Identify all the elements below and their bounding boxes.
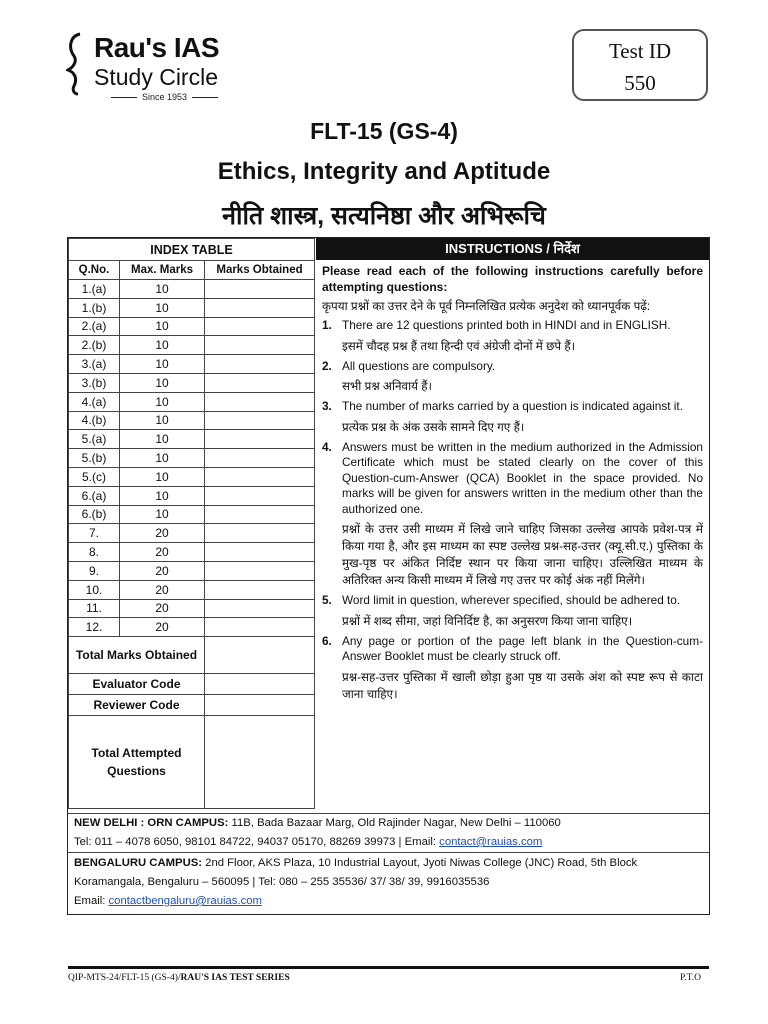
footer-series: RAU'S IAS TEST SERIES [180, 973, 290, 983]
instruction-number: 1. [322, 318, 332, 332]
qno-cell: 3.(a) [69, 355, 120, 374]
marks-obtained-cell[interactable] [205, 467, 315, 486]
instruction-english: Any page or portion of the page left blank in the Question-cum-Answer Booklet must be clearly struck off. [342, 633, 703, 663]
instructions-lead-english: Please read each of the following instructions carefully before attempting questions: [322, 264, 703, 294]
delhi-campus-label: NEW DELHI : ORN CAMPUS: [74, 817, 229, 829]
max-marks-cell: 20 [120, 618, 205, 637]
table-row [69, 411, 315, 430]
instruction-item [316, 318, 709, 355]
qno-cell: 3.(b) [69, 373, 120, 392]
bengaluru-contact-line: Koramangala, Bengaluru – 560095 | Tel: 080 – 255 35536/ 37/ 38/ 39, 9916035536 [74, 876, 490, 888]
column-header: Max. Marks [120, 261, 205, 280]
total-marks-cell[interactable] [205, 637, 315, 674]
table-row [69, 618, 315, 637]
max-marks-cell: 10 [120, 430, 205, 449]
delhi-campus-address [68, 813, 709, 853]
qno-cell: 5.(c) [69, 467, 120, 486]
marks-obtained-cell[interactable] [205, 524, 315, 543]
qno-cell: 7. [69, 524, 120, 543]
marks-obtained-cell[interactable] [205, 580, 315, 599]
max-marks-cell: 10 [120, 449, 205, 468]
instruction-item [316, 593, 709, 630]
instruction-text [342, 634, 703, 703]
instruction-item [316, 399, 709, 436]
table-row [69, 392, 315, 411]
column-header: Q.No. [69, 261, 120, 280]
table-row [69, 543, 315, 562]
qno-cell: 4.(a) [69, 392, 120, 411]
table-row [69, 486, 315, 505]
subject-title-hindi: नीति शास्त्र, सत्यनिष्ठा और अभिरूचि [222, 202, 546, 230]
footer-rule [68, 966, 709, 969]
qno-cell: 6.(b) [69, 505, 120, 524]
marks-obtained-cell[interactable] [205, 430, 315, 449]
instruction-text [342, 440, 703, 590]
qno-cell: 4.(b) [69, 411, 120, 430]
instructions-lead-hindi: कृपया प्रश्नों का उत्तर देने के पूर्व निम्नलिखित प्रत्येक अनुदेश को ध्यानपूर्वक पढ़ें: [322, 299, 651, 313]
max-marks-cell: 10 [120, 373, 205, 392]
qno-cell: 12. [69, 618, 120, 637]
max-marks-cell: 10 [120, 317, 205, 336]
table-row [69, 524, 315, 543]
instruction-item [316, 634, 709, 703]
index-table [68, 238, 315, 809]
instructions-heading: INSTRUCTIONS / निर्देश [316, 238, 709, 260]
qno-cell: 5.(b) [69, 449, 120, 468]
max-marks-cell: 20 [120, 561, 205, 580]
marks-obtained-cell[interactable] [205, 298, 315, 317]
instruction-hindi: प्रश्नों में शब्द सीमा, जहां विनिर्दिष्ट है, का अनुसरण किया जाना चाहिए। [342, 613, 633, 628]
subject-title-english: Ethics, Integrity and Aptitude [217, 158, 551, 185]
instruction-text [342, 399, 703, 436]
instructions-panel [316, 238, 709, 703]
marks-obtained-cell[interactable] [205, 317, 315, 336]
max-marks-cell: 20 [120, 599, 205, 618]
table-row [69, 467, 315, 486]
instruction-number: 4. [322, 439, 332, 454]
max-marks-cell: 20 [120, 580, 205, 599]
instruction-english: Word limit in question, wherever specified, should be adhered to. [342, 593, 681, 607]
qno-cell: 8. [69, 543, 120, 562]
delhi-email-link[interactable]: contact@rauias.com [439, 836, 543, 848]
marks-obtained-cell[interactable] [205, 505, 315, 524]
test-code-title: FLT-15 (GS-4) [310, 118, 458, 144]
bengaluru-campus-label: BENGALURU CAMPUS: [74, 857, 203, 869]
footer-pto: P.T.O [680, 973, 701, 983]
max-marks-cell: 10 [120, 336, 205, 355]
qno-cell: 9. [69, 561, 120, 580]
logo-mark-icon [66, 32, 86, 96]
delhi-contact-line: Tel: 011 – 4078 6050, 98101 84722, 94037 05170, 88269 39973 | Email: [74, 836, 437, 848]
bengaluru-email-link[interactable]: contactbengaluru@rauias.com [108, 895, 262, 907]
instruction-hindi: प्रत्येक प्रश्न के अंक उसके सामने दिए गए हैं। [342, 419, 525, 434]
instruction-english: There are 12 questions printed both in HINDI and in ENGLISH. [342, 318, 671, 332]
instruction-english: Answers must be written in the medium authorized in the Admission Certificate which must be stated clearly on the cover of this Question-cum-Answer (QCA) Booklet in the space provided. No marks will be given for answers written in the medium other than the authorized one. [342, 439, 703, 516]
delhi-address-line: 11B, Bada Bazaar Marg, Old Rajinder Nagar, New Delhi – 110060 [231, 817, 561, 829]
logo-name: Rau's IAS [94, 32, 220, 63]
table-row [69, 280, 315, 299]
index-table-heading: INDEX TABLE [69, 239, 315, 261]
logo-since: Since 1953 [106, 92, 223, 102]
instruction-english: All questions are compulsory. [342, 358, 496, 373]
table-row [69, 430, 315, 449]
table-row [69, 449, 315, 468]
total-marks-label: Total Marks Obtained [69, 637, 205, 674]
test-id-value: 550 [624, 71, 656, 95]
max-marks-cell: 10 [120, 467, 205, 486]
table-row [69, 580, 315, 599]
max-marks-cell: 10 [120, 280, 205, 299]
table-row [69, 317, 315, 336]
table-row [69, 373, 315, 392]
table-row [69, 599, 315, 618]
max-marks-cell: 10 [120, 486, 205, 505]
marks-obtained-cell[interactable] [205, 355, 315, 374]
qno-cell: 1.(a) [69, 280, 120, 299]
evaluator-code-label: Evaluator Code [69, 674, 205, 695]
reviewer-code-label: Reviewer Code [69, 695, 205, 716]
instruction-hindi: प्रश्नों के उत्तर उसी माध्यम में लिखे जाने चाहिए जिसका उल्लेख आपके प्रवेश-पत्र में किया गया है, और इस माध्यम का स्पष्ट उल्लेख प्रश्न-सह-उत्तर (क्यू.सी.ए.) पुस्तिका के मुख-पृष्ठ पर अंकित निर्दिष्ट स्थान पर किया जाना चाहिए। उल्लिखित माध्यम के अतिरिक्त अन्य किसी माध्यम में लिखे गए उत्तर पर कोई अंक नहीं मिलेंगे। [342, 522, 703, 587]
qno-cell: 2.(b) [69, 336, 120, 355]
evaluator-code-cell[interactable] [205, 674, 315, 695]
marks-obtained-cell[interactable] [205, 543, 315, 562]
max-marks-cell: 10 [120, 411, 205, 430]
marks-obtained-cell[interactable] [205, 618, 315, 637]
marks-obtained-cell[interactable] [205, 561, 315, 580]
bengaluru-campus-address [68, 854, 709, 914]
max-marks-cell: 10 [120, 355, 205, 374]
max-marks-cell: 10 [120, 505, 205, 524]
table-row [69, 298, 315, 317]
instruction-number: 5. [322, 593, 332, 607]
page-footer [68, 973, 709, 983]
instruction-text [342, 593, 703, 630]
table-row [69, 561, 315, 580]
reviewer-code-cell[interactable] [205, 695, 315, 716]
marks-obtained-cell[interactable] [205, 449, 315, 468]
instruction-text [342, 318, 703, 355]
marks-obtained-cell[interactable] [205, 411, 315, 430]
qno-cell: 5.(a) [69, 430, 120, 449]
marks-obtained-cell[interactable] [205, 373, 315, 392]
instruction-number: 6. [322, 633, 332, 648]
bengaluru-address-line: 2nd Floor, AKS Plaza, 10 Industrial Layout, Jyoti Niwas College (JNC) Road, 5th Block [205, 857, 638, 869]
test-id-label: Test ID [608, 39, 672, 63]
qno-cell: 1.(b) [69, 298, 120, 317]
table-row [69, 355, 315, 374]
instruction-text [342, 359, 703, 396]
marks-obtained-cell[interactable] [205, 280, 315, 299]
qno-cell: 11. [69, 599, 120, 618]
instruction-item [316, 440, 709, 590]
qno-cell: 2.(a) [69, 317, 120, 336]
marks-obtained-cell[interactable] [205, 599, 315, 618]
table-row [69, 505, 315, 524]
marks-obtained-cell[interactable] [205, 336, 315, 355]
test-id-box [572, 29, 708, 101]
max-marks-cell: 20 [120, 524, 205, 543]
marks-obtained-cell[interactable] [205, 392, 315, 411]
qno-cell: 6.(a) [69, 486, 120, 505]
institute-logo [66, 30, 236, 106]
instruction-hindi: इसमें चौदह प्रश्न हैं तथा हिन्दी एवं अंग्रेजी दोनों में छपे हैं। [342, 338, 576, 353]
bengaluru-email-label: Email: [74, 895, 106, 907]
instruction-item [316, 359, 709, 396]
total-attempted-cell[interactable] [205, 716, 315, 809]
table-row [69, 336, 315, 355]
logo-subname: Study Circle [94, 64, 218, 90]
footer-code: QIP-MTS-24/FLT-15 (GS-4)/ [68, 973, 181, 983]
qno-cell: 10. [69, 580, 120, 599]
total-attempted-label: Total Attempted Questions [69, 716, 205, 809]
instruction-english: The number of marks carried by a question is indicated against it. [342, 399, 683, 413]
instruction-number: 2. [322, 358, 332, 373]
max-marks-cell: 10 [120, 392, 205, 411]
instruction-hindi: सभी प्रश्न अनिवार्य हैं। [342, 379, 433, 393]
instruction-number: 3. [322, 399, 332, 413]
instruction-hindi: प्रश्न-सह-उत्तर पुस्तिका में खाली छोड़ा हुआ पृष्ठ या उसके अंश को स्पष्ट रूप से काटा जाना चाहिए। [342, 669, 703, 701]
max-marks-cell: 10 [120, 298, 205, 317]
marks-obtained-cell[interactable] [205, 486, 315, 505]
column-header: Marks Obtained [205, 261, 315, 280]
max-marks-cell: 20 [120, 543, 205, 562]
